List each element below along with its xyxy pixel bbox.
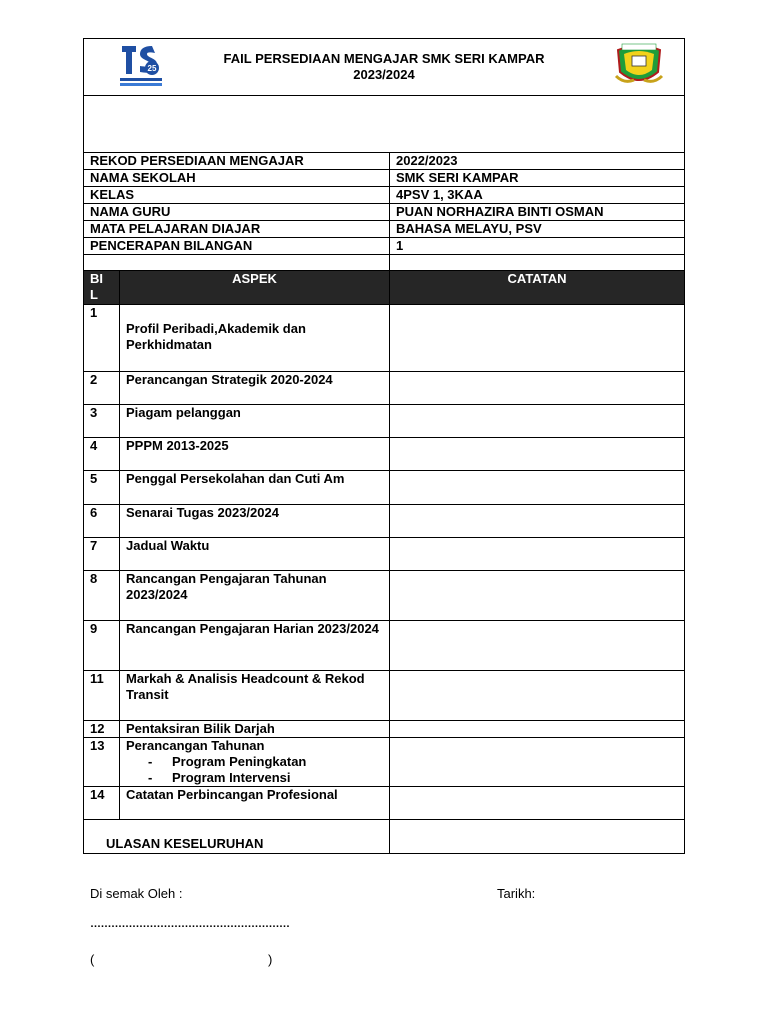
sub-item-text: Program Peningkatan [172,754,307,769]
spacer-cell [390,255,685,271]
table-row [84,538,685,571]
row-aspect: Senarai Tugas 2023/2024 [120,505,390,538]
table-row [84,438,685,471]
row-number: 14 [84,787,120,820]
row-aspect-text: Perancangan Tahunan [126,738,265,753]
summary-notes [390,820,685,854]
row-aspect [120,738,390,787]
summary-row [84,820,685,854]
row-aspect: Rancangan Pengajaran Tahunan 2023/2024 [120,571,390,621]
sub-item-text: Program Intervensi [172,770,291,785]
row-notes [390,571,685,621]
row-aspect: Rancangan Pengajaran Harian 2023/2024 [120,621,390,671]
row-aspect: Penggal Persekolahan dan Cuti Am [120,471,390,505]
signature-line: ………………………………………………… [90,918,290,930]
preparation-file-table [83,38,685,854]
table-row [84,787,685,820]
document-title [84,39,685,96]
date-label: Tarikh: [497,886,536,901]
name-paren-open: ( [90,952,95,967]
row-number: 12 [84,721,120,738]
row-number: 9 [84,621,120,671]
sub-list-item: - Program Peningkatan [148,754,307,769]
table-row [84,738,685,787]
row-notes [390,621,685,671]
row-notes [390,471,685,505]
column-header-bil: BI L [84,271,120,305]
row-notes [390,721,685,738]
row-notes [390,438,685,471]
title-line-2: 2023/2024 [353,67,415,82]
table-row [84,721,685,738]
info-value: BAHASA MELAYU, PSV [390,221,685,238]
spacer-cell [84,255,390,271]
table-row [84,405,685,438]
row-notes [390,787,685,820]
row-notes [390,671,685,721]
table-row [84,505,685,538]
row-number: 4 [84,438,120,471]
checked-by-label: Di semak Oleh : [90,886,183,901]
row-number: 13 [84,738,120,787]
row-notes [390,372,685,405]
row-notes [390,305,685,372]
info-label: NAMA SEKOLAH [84,170,390,187]
row-notes [390,538,685,571]
row-aspect: PPPM 2013-2025 [120,438,390,471]
sub-list [126,754,383,786]
info-value: 1 [390,238,685,255]
row-aspect-text: Profil Peribadi,Akademik dan Perkhidmatan [126,321,306,352]
info-label: REKOD PERSEDIAAN MENGAJAR [84,153,390,170]
table-row [84,571,685,621]
summary-label: ULASAN KESELURUHAN [84,820,390,854]
row-notes [390,505,685,538]
row-aspect: Catatan Perbincangan Profesional [120,787,390,820]
table-row [84,671,685,721]
row-number: 8 [84,571,120,621]
table-row [84,305,685,372]
table-row [84,471,685,505]
row-number: 3 [84,405,120,438]
table-row [84,372,685,405]
school-crest-icon [612,42,666,88]
row-aspect: Markah & Analisis Headcount & Rekod Transit [120,671,390,721]
ts25-logo-icon [118,40,164,88]
row-aspect [120,305,390,372]
info-label: NAMA GURU [84,204,390,221]
table-row [84,621,685,671]
svg-text:25: 25 [147,64,157,73]
info-value: PUAN NORHAZIRA BINTI OSMAN [390,204,685,221]
row-aspect: Jadual Waktu [120,538,390,571]
info-value: 2022/2023 [390,153,685,170]
blank-header-row [84,96,685,153]
row-number: 1 [84,305,120,372]
info-label: MATA PELAJARAN DIAJAR [84,221,390,238]
sub-list-item: - Program Intervensi [148,770,291,785]
title-line-1: FAIL PERSEDIAAN MENGAJAR SMK SERI KAMPAR [223,51,545,66]
row-number: 2 [84,372,120,405]
name-paren-close: ) [268,952,273,967]
row-notes [390,405,685,438]
column-header-catatan: CATATAN [390,271,685,305]
row-number: 7 [84,538,120,571]
info-value: SMK SERI KAMPAR [390,170,685,187]
row-aspect: Pentaksiran Bilik Darjah [120,721,390,738]
row-number: 11 [84,671,120,721]
row-number: 5 [84,471,120,505]
row-aspect: Piagam pelanggan [120,405,390,438]
info-label: PENCERAPAN BILANGAN [84,238,390,255]
info-label: KELAS [84,187,390,204]
row-number: 6 [84,505,120,538]
info-value: 4PSV 1, 3KAA [390,187,685,204]
column-header-aspek: ASPEK [120,271,390,305]
row-aspect: Perancangan Strategik 2020-2024 [120,372,390,405]
row-notes [390,738,685,787]
